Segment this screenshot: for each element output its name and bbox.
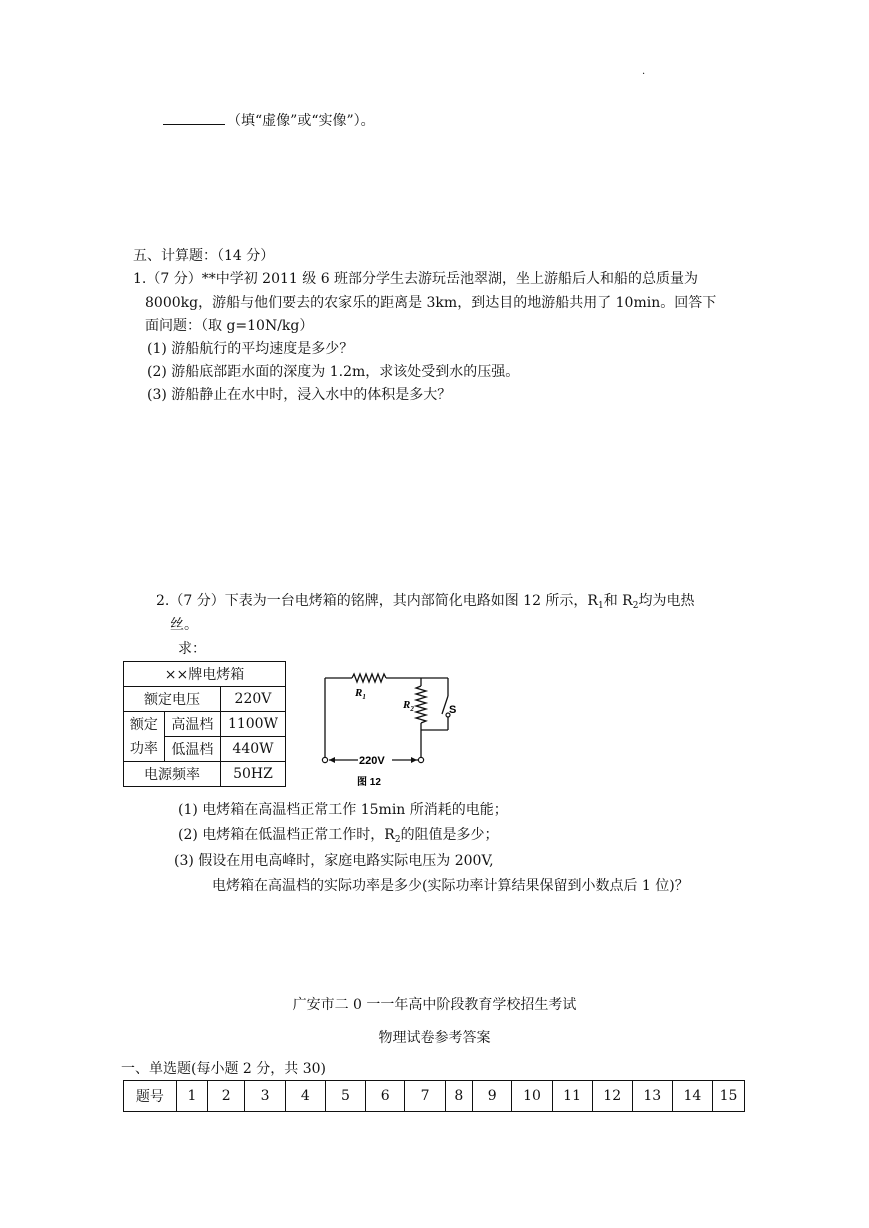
figure-caption: 图 12 xyxy=(357,777,381,788)
voltage-label: 220V xyxy=(359,755,385,767)
high-temp-label: 高温档 xyxy=(164,712,220,737)
question-number-cell: 4 xyxy=(285,1081,325,1112)
q2-line1-c: 均为电热 xyxy=(638,593,695,609)
q2-sub2 xyxy=(178,824,499,851)
terminal-right xyxy=(418,757,423,762)
question-number-cell: 3 xyxy=(245,1081,285,1112)
table-row xyxy=(124,1081,745,1112)
switch-label: S xyxy=(449,704,457,716)
arrow-left xyxy=(329,757,335,763)
q2-line1-b: 和 R xyxy=(603,593,633,609)
terminal-left xyxy=(322,757,327,762)
question-number-cell: 10 xyxy=(512,1081,552,1112)
frequency-label: 电源频率 xyxy=(124,762,221,787)
q2-sub3-cont: 电烤箱在高温档的实际功率是多少(实际功率计算结果保留到小数点后 1 位)？ xyxy=(212,878,689,894)
rated-power-label-2: 功率 xyxy=(129,740,158,757)
q2-line3: 求： xyxy=(178,641,206,657)
switch-lever xyxy=(442,696,448,714)
q2-sub2-a: (2) 电烤箱在低温档正常工作时，R xyxy=(178,827,395,843)
question-number-cell: 7 xyxy=(405,1081,445,1112)
high-temp-value: 1100W xyxy=(220,712,285,737)
question-number-cell: 9 xyxy=(473,1081,512,1112)
q2-sub3: (3) 假设在用电高峰时，家庭电路实际电压为 200V, xyxy=(174,853,494,869)
question-number-cell: 2 xyxy=(207,1081,244,1112)
answers-section-1: 一、单选题(每小题 2 分，共 30) xyxy=(121,1061,326,1077)
r1-subscript: 1 xyxy=(597,601,604,611)
rated-power-label-1: 额定 xyxy=(129,716,158,733)
r2-resistor xyxy=(416,686,426,723)
question-number-cell: 5 xyxy=(325,1081,365,1112)
question-number-cell: 8 xyxy=(445,1081,472,1112)
fill-blank-hint: （填“虚像”或“实像”）。 xyxy=(227,113,375,129)
q1-line2: 8000kg，游船与他们要去的农家乐的距离是 3km，到达目的地游船共用了 10min。回答下 xyxy=(145,295,717,311)
q2-sub1: (1) 电烤箱在高温档正常工作 15min 所消耗的电能； xyxy=(178,802,508,818)
question-number-cell: 6 xyxy=(366,1081,405,1112)
answers-header-label: 题号 xyxy=(124,1081,177,1112)
frequency-value: 50HZ xyxy=(220,762,285,787)
section5-title: 五、计算题：（14 分） xyxy=(133,248,275,264)
low-temp-label: 低温档 xyxy=(164,737,220,762)
nameplate-title: ××牌电烤箱 xyxy=(124,662,286,687)
circuit-diagram xyxy=(315,668,465,793)
low-temp-value: 440W xyxy=(220,737,285,762)
r2-subscript: 2 xyxy=(632,601,639,611)
q2-line1 xyxy=(156,590,694,617)
question-number-cell: 15 xyxy=(712,1081,744,1112)
answers-title-1: 广安市二 0 一一年高中阶段教育学校招生考试 xyxy=(292,997,577,1013)
rated-voltage-label: 额定电压 xyxy=(124,687,221,712)
q1-sub3: (3) 游船静止在水中时，浸入水中的体积是多大？ xyxy=(147,387,452,403)
q1-line3: 面问题：（取 g=10N/kg） xyxy=(145,318,314,334)
question-number-cell: 13 xyxy=(632,1081,672,1112)
q2-line1-a: 2.（7 分）下表为一台电烤箱的铭牌，其内部简化电路如图 12 所示，R xyxy=(156,593,598,609)
q1-line1: 1.（7 分）**中学初 2011 级 6 班部分学生去游玩岳池翠湖，坐上游船后人和船的总质量为 xyxy=(133,271,699,287)
question-number-cell: 12 xyxy=(592,1081,632,1112)
r1-resistor xyxy=(352,674,386,682)
q1-sub1: (1) 游船航行的平均速度是多少？ xyxy=(147,341,354,357)
question-number-cell: 11 xyxy=(552,1081,592,1112)
page-dot: . xyxy=(642,66,646,77)
arrow-right xyxy=(411,757,417,763)
answers-title-2: 物理试卷参考答案 xyxy=(378,1030,491,1046)
answers-table xyxy=(123,1080,745,1112)
rated-voltage-value: 220V xyxy=(220,687,285,712)
question-number-cell: 1 xyxy=(176,1081,207,1112)
nameplate-table xyxy=(123,661,286,787)
q1-sub2: (2) 游船底部距水面的深度为 1.2m，求该处受到水的压强。 xyxy=(147,364,520,380)
question-number-cell: 14 xyxy=(672,1081,712,1112)
r2-label: $R_2$ xyxy=(403,699,414,713)
fill-blank-line xyxy=(163,110,375,130)
q2-line2: 丝。 xyxy=(170,617,198,633)
q2-sub2-subscript: 2 xyxy=(394,835,401,845)
r1-label: $R_1$ xyxy=(355,687,366,701)
rated-power-label xyxy=(124,712,165,762)
answer-blank[interactable] xyxy=(163,112,225,125)
q2-sub2-b: 的阻值是多少； xyxy=(400,827,499,843)
